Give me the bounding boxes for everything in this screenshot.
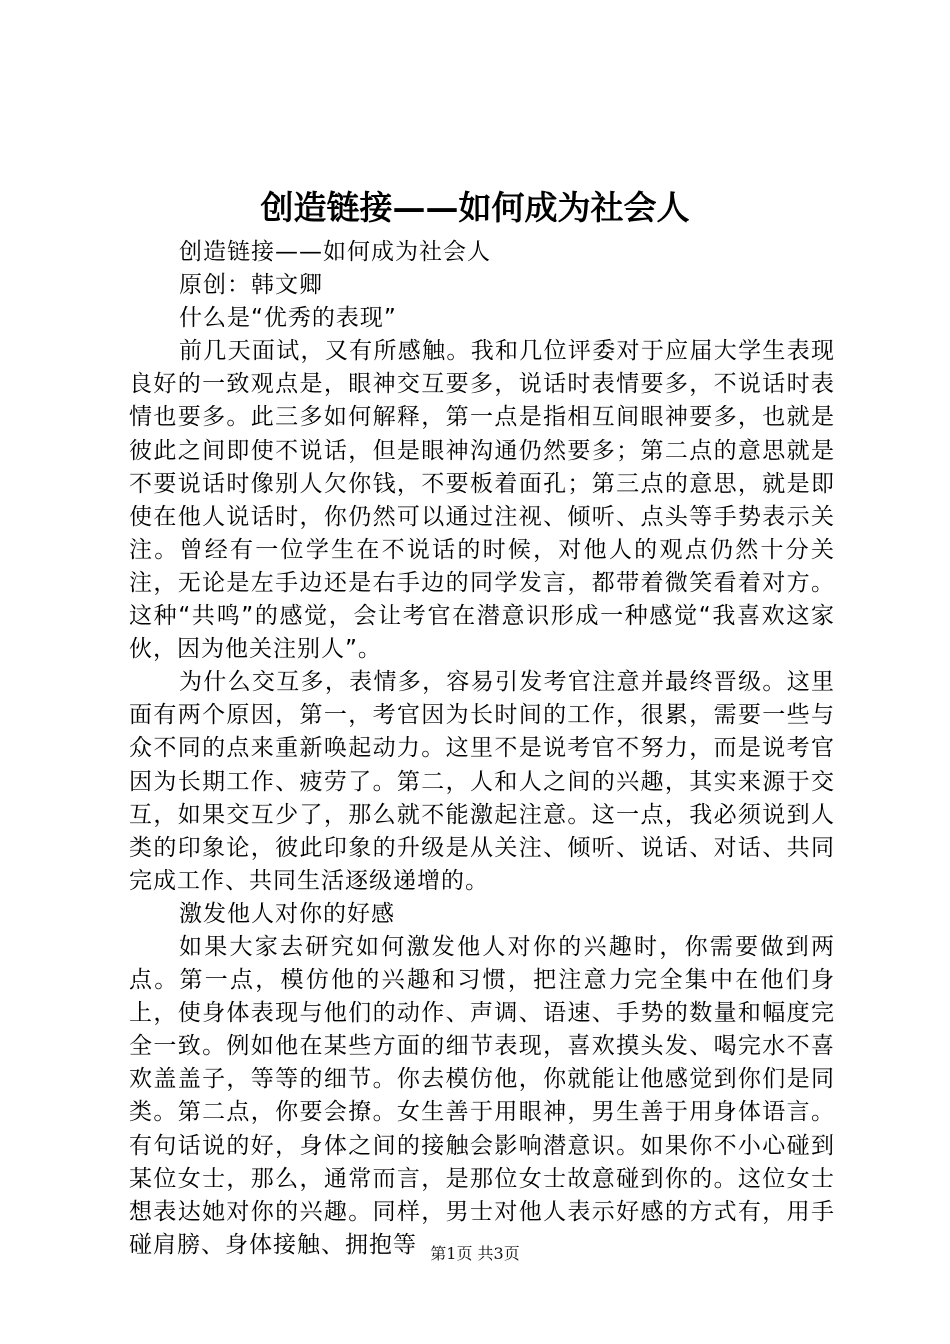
section-heading-excellent-performance: 什么是“优秀的表现”: [179, 305, 397, 332]
page-footer: 第1页 共3页: [430, 1244, 520, 1263]
document-title: 创造链接——如何成为社会人: [260, 188, 690, 227]
paragraph-author: 原创：韩文卿: [179, 272, 323, 299]
document-body: [129, 236, 835, 1262]
paragraph-repeat-title: 创造链接——如何成为社会人: [179, 239, 491, 265]
section-heading-inspire-favor: 激发他人对你的好感: [179, 900, 395, 927]
paragraph-why-interaction: 为什么交互多，表情多，容易引发考官注意并最终晋级。这里面有两个原因，第一，考官因为长时间的工作，很累，需要一些与众不同的点来重新唤起动力。这里不是说考官不努力，而是说考官因为长期工作、疲劳了。第二，人和人之间的兴趣，其实来源于交互，如果交互少了，那么就不能激起注意。这一点，我必须说到人类的印象论，彼此印象的升级是从关注、倾听、说话、对话、共同完成工作、共同生活逐级递增的。: [129, 669, 835, 894]
paragraph-interview-observation: 前几天面试，又有所感触。我和几位评委对于应届大学生表现良好的一致观点是，眼神交互要多，说话时表情要多，不说话时表情也要多。此三多如何解释，第一点是指相互间眼神要多，也就是彼此之间即使不说话，但是眼神沟通仍然要多；第二点的意思就是不要说话时像别人欠你钱，不要板着面孔；第三点的意思，就是即使在他人说话时，你仍然可以通过注视、倾听、点头等手势表示关注。曾经有一位学生在不说话的时候，对他人的观点仍然十分关注，无论是左手边还是右手边的同学发言，都带着微笑看着对方。这种“共鸣”的感觉，会让考官在潜意识形成一种感觉“我喜欢这家伙，因为他关注别人”。: [129, 338, 835, 663]
paragraph-how-to-inspire: 如果大家去研究如何激发他人对你的兴趣时，你需要做到两点。第一点，模仿他的兴趣和习惯，把注意力完全集中在他们身上，使身体表现与他们的动作、声调、语速、手势的数量和幅度完全一致。例如他在某些方面的细节表现，喜欢摸头发、喝完水不喜欢盖盖子，等等的细节。你去模仿他，你就能让他感觉到你们是同类。第二点，你要会撩。女生善于用眼神，男生善于用身体语言。有句话说的好，身体之间的接触会影响潜意识。如果你不小心碰到某位女士，那么，通常而言，是那位女士故意碰到你的。这位女士想表达她对你的兴趣。同样，男士对他人表示好感的方式有，用手碰肩膀、身体接触、拥抱等: [129, 933, 835, 1258]
